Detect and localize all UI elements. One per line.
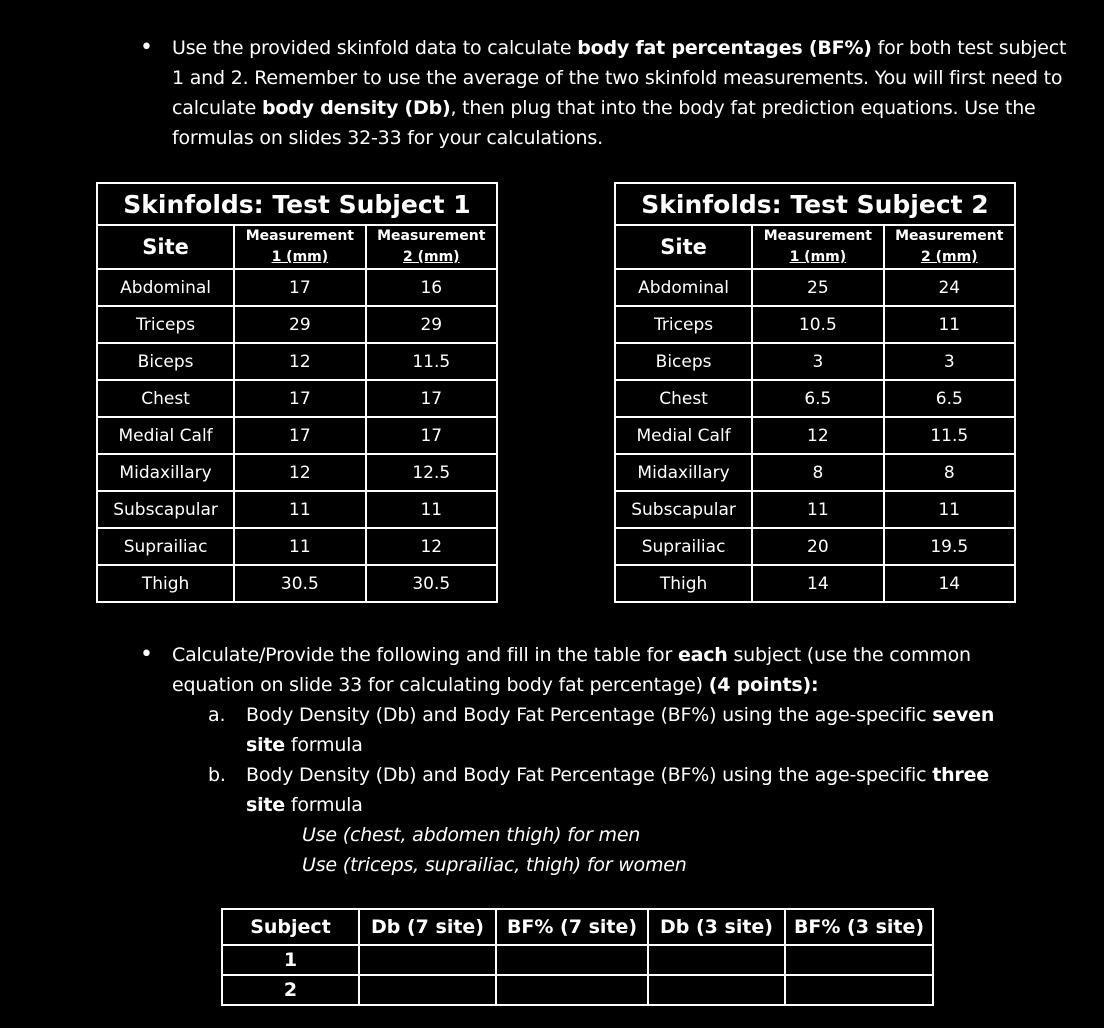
site-cell: Biceps bbox=[97, 343, 234, 380]
measurement-2-cell: 17 bbox=[366, 417, 497, 454]
measurement-1-cell: 14 bbox=[752, 565, 883, 602]
measurement-2-cell: 6.5 bbox=[884, 380, 1015, 417]
measurement-2-cell: 11 bbox=[884, 491, 1015, 528]
header-subject: Subject bbox=[222, 909, 359, 945]
calc-line-1: Calculate/Provide the following and fill in the table for each subject (use the common bbox=[172, 644, 971, 666]
table-row bbox=[97, 528, 497, 565]
item-a-line-1: Body Density (Db) and Body Fat Percentage (BF%) using the age-specific seven bbox=[246, 704, 995, 726]
measurement-1-cell: 29 bbox=[234, 306, 365, 343]
site-cell: Midaxillary bbox=[615, 454, 752, 491]
measurement-1-cell: 11 bbox=[234, 528, 365, 565]
measurement-1-cell: 3 bbox=[752, 343, 883, 380]
measurement-1-cell: 11 bbox=[234, 491, 365, 528]
site-cell: Medial Calf bbox=[615, 417, 752, 454]
measurement-1-cell: 17 bbox=[234, 417, 365, 454]
table-row bbox=[615, 380, 1015, 417]
measurement-1-cell: 10.5 bbox=[752, 306, 883, 343]
site-cell: Medial Calf bbox=[97, 417, 234, 454]
bf-3-site-cell[interactable] bbox=[785, 945, 933, 975]
measurement-1-cell: 6.5 bbox=[752, 380, 883, 417]
note-women: Use (triceps, suprailiac, thigh) for women bbox=[302, 854, 687, 876]
header-db-7-site: Db (7 site) bbox=[359, 909, 496, 945]
table-row bbox=[97, 269, 497, 306]
header-db-3-site: Db (3 site) bbox=[648, 909, 785, 945]
measurement-2-cell: 16 bbox=[366, 269, 497, 306]
measurement-2-cell: 12.5 bbox=[366, 454, 497, 491]
table-title: Skinfolds: Test Subject 2 bbox=[615, 183, 1015, 225]
header-bf-3-site: BF% (3 site) bbox=[785, 909, 933, 945]
measurement-2-cell: 14 bbox=[884, 565, 1015, 602]
item-b-line-1: Body Density (Db) and Body Fat Percentage (BF%) using the age-specific three bbox=[246, 764, 989, 786]
site-cell: Midaxillary bbox=[97, 454, 234, 491]
site-header: Site bbox=[615, 225, 752, 269]
results-table bbox=[221, 908, 934, 1006]
site-cell: Thigh bbox=[615, 565, 752, 602]
measurement-2-cell: 24 bbox=[884, 269, 1015, 306]
table-title: Skinfolds: Test Subject 1 bbox=[97, 183, 497, 225]
measurement-2-cell: 29 bbox=[366, 306, 497, 343]
table-row bbox=[615, 269, 1015, 306]
db-3-site-cell[interactable] bbox=[648, 975, 785, 1005]
measurement-1-cell: 17 bbox=[234, 269, 365, 306]
table-row bbox=[222, 975, 933, 1005]
site-cell: Subscapular bbox=[615, 491, 752, 528]
measurement-1-cell: 11 bbox=[752, 491, 883, 528]
subject-number: 2 bbox=[222, 975, 359, 1005]
intro-paragraph: Use the provided skinfold data to calculate body fat percentages (BF%) for both test subject 1 and 2. Remember to use the average of the two skinfold measurements. You will first need to calculate body density (Db), then plug that into the body fat prediction equations. Use the formulas on slides 32-33 for your calculations. bbox=[172, 37, 1067, 149]
site-cell: Biceps bbox=[615, 343, 752, 380]
site-cell: Thigh bbox=[97, 565, 234, 602]
site-cell: Chest bbox=[97, 380, 234, 417]
measurement-2-cell: 12 bbox=[366, 528, 497, 565]
table-row bbox=[615, 528, 1015, 565]
calc-line-2: equation on slide 33 for calculating body fat percentage) (4 points): bbox=[172, 674, 819, 696]
measurement-2-cell: 30.5 bbox=[366, 565, 497, 602]
site-cell: Suprailiac bbox=[97, 528, 234, 565]
site-cell: Abdominal bbox=[615, 269, 752, 306]
table-row bbox=[222, 945, 933, 975]
site-cell: Subscapular bbox=[97, 491, 234, 528]
db-3-site-cell[interactable] bbox=[648, 945, 785, 975]
list-marker-b: b. bbox=[208, 764, 226, 786]
table-row bbox=[615, 343, 1015, 380]
bf-3-site-cell[interactable] bbox=[785, 975, 933, 1005]
skinfolds-table-subject-1 bbox=[96, 182, 498, 603]
site-cell: Triceps bbox=[615, 306, 752, 343]
bf-7-site-cell[interactable] bbox=[496, 945, 648, 975]
skinfolds-table-subject-2 bbox=[614, 182, 1016, 603]
measurement-1-cell: 25 bbox=[752, 269, 883, 306]
measurement-2-cell: 8 bbox=[884, 454, 1015, 491]
bf-7-site-cell[interactable] bbox=[496, 975, 648, 1005]
table-row bbox=[615, 565, 1015, 602]
table-row bbox=[97, 306, 497, 343]
site-cell: Suprailiac bbox=[615, 528, 752, 565]
measurement-2-header: Measurement 2 (mm) bbox=[884, 225, 1015, 269]
list-marker-a: a. bbox=[208, 704, 226, 726]
table-row bbox=[615, 417, 1015, 454]
subject-2-rows bbox=[615, 269, 1015, 602]
table-row bbox=[97, 565, 497, 602]
subject-1-rows bbox=[97, 269, 497, 602]
item-b-line-2: site formula bbox=[246, 794, 363, 816]
site-header: Site bbox=[97, 225, 234, 269]
table-row bbox=[97, 491, 497, 528]
table-row bbox=[97, 380, 497, 417]
measurement-1-cell: 17 bbox=[234, 380, 365, 417]
measurement-1-cell: 12 bbox=[234, 343, 365, 380]
measurement-2-cell: 11 bbox=[366, 491, 497, 528]
site-cell: Chest bbox=[615, 380, 752, 417]
table-row bbox=[615, 306, 1015, 343]
bullet-icon: • bbox=[140, 35, 153, 60]
bullet-icon: • bbox=[140, 642, 153, 667]
table-row bbox=[615, 454, 1015, 491]
measurement-2-header: Measurement 2 (mm) bbox=[366, 225, 497, 269]
measurement-1-header: Measurement 1 (mm) bbox=[752, 225, 883, 269]
table-row bbox=[97, 343, 497, 380]
site-cell: Abdominal bbox=[97, 269, 234, 306]
measurement-1-header: Measurement 1 (mm) bbox=[234, 225, 365, 269]
header-bf-7-site: BF% (7 site) bbox=[496, 909, 648, 945]
table-row bbox=[97, 454, 497, 491]
measurement-1-cell: 20 bbox=[752, 528, 883, 565]
site-cell: Triceps bbox=[97, 306, 234, 343]
measurement-1-cell: 12 bbox=[234, 454, 365, 491]
measurement-2-cell: 11 bbox=[884, 306, 1015, 343]
db-7-site-cell[interactable] bbox=[359, 945, 496, 975]
measurement-2-cell: 11.5 bbox=[884, 417, 1015, 454]
table-row bbox=[615, 491, 1015, 528]
item-a-line-2: site formula bbox=[246, 734, 363, 756]
subject-number: 1 bbox=[222, 945, 359, 975]
table-row bbox=[97, 417, 497, 454]
db-7-site-cell[interactable] bbox=[359, 975, 496, 1005]
note-men: Use (chest, abdomen thigh) for men bbox=[302, 824, 641, 846]
measurement-2-cell: 19.5 bbox=[884, 528, 1015, 565]
measurement-2-cell: 11.5 bbox=[366, 343, 497, 380]
measurement-1-cell: 12 bbox=[752, 417, 883, 454]
measurement-1-cell: 30.5 bbox=[234, 565, 365, 602]
measurement-2-cell: 3 bbox=[884, 343, 1015, 380]
measurement-1-cell: 8 bbox=[752, 454, 883, 491]
measurement-2-cell: 17 bbox=[366, 380, 497, 417]
